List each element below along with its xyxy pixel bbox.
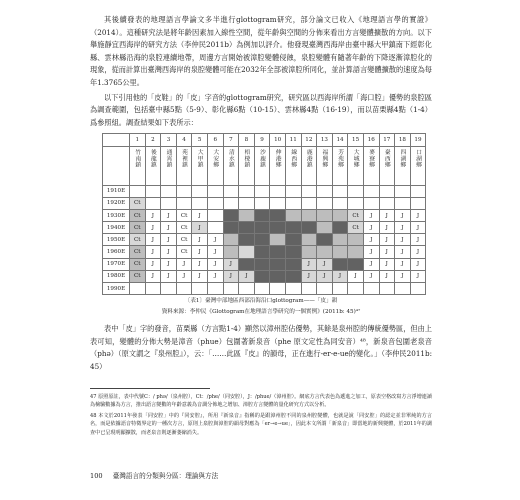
site-name-label: 通霄鎮 [164,148,171,168]
table-cell [301,197,317,209]
site-name [348,146,364,185]
site-number: 17 [379,134,395,146]
table-cell [161,185,177,197]
site-name-label: 伸港鄉 [274,148,281,168]
table-row [103,222,426,234]
decade-label: 1930E [103,209,130,221]
table-cell [176,185,192,197]
table-cell [348,246,364,258]
table-cell [285,234,301,246]
table-cell [270,234,286,246]
table-cell: J [192,270,208,282]
table-cell [176,283,192,295]
table-cell [285,258,301,270]
table-cell: J [207,258,223,270]
table-cell: J [145,209,161,221]
table-cell [285,222,301,234]
site-name [395,146,411,185]
site-name-label: 大甲鎮 [196,148,203,168]
table-cell [317,197,333,209]
table-cell [239,234,255,246]
site-name-label: 竹南鎮 [133,148,140,168]
decade-label: 1920E [103,197,130,209]
site-name [161,146,177,185]
table-cell: J [301,258,317,270]
site-name [176,146,192,185]
table-cell [270,258,286,270]
table-cell [223,246,239,258]
site-number: 3 [161,134,177,146]
site-name [239,146,255,185]
site-name-label: 梧棲鎮 [242,148,249,168]
table-row [103,270,426,282]
table-cell: J [161,258,177,270]
site-name [192,146,208,185]
table-cell [254,258,270,270]
table-cell [254,283,270,295]
site-name-label: 臺西鄉 [383,148,390,168]
book-title: 臺灣語言的分類與分區：理論與方法 [112,472,219,480]
site-number: 11 [285,134,301,146]
table-cell: J [379,209,395,221]
table-cell [207,283,223,295]
table-cell: J [145,270,161,282]
table-cell: Ct [176,222,192,234]
table-cell [332,222,348,234]
table-cell: J [379,270,395,282]
table-cell [207,209,223,221]
table-cell: Ct [130,197,146,209]
table-cell [395,185,411,197]
site-number: 12 [301,134,317,146]
site-name-label: 線西鄉 [289,148,296,168]
table-cell: J [395,258,411,270]
site-number: 1 [130,134,146,146]
table-cell [285,270,301,282]
table-cell [192,197,208,209]
decade-label: 1950E [103,234,130,246]
table-cell [317,283,333,295]
site-name-label: 四湖鄉 [398,148,405,168]
table-cell: Ct [348,209,364,221]
site-number: 2 [145,134,161,146]
table-cell: J [410,234,426,246]
table-cell: J [363,270,379,282]
table-cell: J [145,222,161,234]
table-cell [363,283,379,295]
table-cell [254,209,270,221]
table-cell [317,222,333,234]
site-name-label: 口湖鄉 [414,148,421,168]
table-cell: J [317,270,333,282]
table-cell [317,185,333,197]
site-name [379,146,395,185]
table-cell [317,246,333,258]
table-cell [332,283,348,295]
table-cell: J [207,270,223,282]
table-row [103,246,426,258]
site-name-label: 芳苑鄉 [336,148,343,168]
table-cell [254,185,270,197]
table-cell [161,197,177,209]
table-cell [301,222,317,234]
table-cell [239,258,255,270]
table-cell: J [239,270,255,282]
table-cell [348,258,364,270]
table-cell: J [363,246,379,258]
site-number: 6 [207,134,223,146]
table-cell: J [332,270,348,282]
table-cell: Ct [176,209,192,221]
table-cell [301,234,317,246]
table-cell [410,197,426,209]
page-content [90,14,432,440]
table-cell [410,283,426,295]
table-cell: J [176,258,192,270]
table-header-numbers [103,134,426,146]
site-name-label: 沙鹿鎮 [258,148,265,168]
table-cell: J [395,246,411,258]
table-cell [145,197,161,209]
table-cell [285,209,301,221]
table-cell: J [410,222,426,234]
table-row [103,209,426,221]
table-cell [363,185,379,197]
table-cell: J [363,258,379,270]
table-cell: J [379,222,395,234]
table-cell [332,234,348,246]
table-cell [395,283,411,295]
table-cell [270,185,286,197]
table-cell [332,197,348,209]
site-name [363,146,379,185]
table-cell [285,283,301,295]
table-caption-title: 〔表1〕臺灣中部地區西部沿海沿口glottogram——「皮」韻 [184,298,338,305]
table-cell: J [410,209,426,221]
table-cell [270,197,286,209]
site-number: 9 [254,134,270,146]
table-cell [207,197,223,209]
table-cell [239,283,255,295]
table-cell: J [207,246,223,258]
table-cell [348,185,364,197]
site-name-label: 福興鄉 [320,148,327,168]
site-number: 10 [270,134,286,146]
site-name [301,146,317,185]
table-cell [270,283,286,295]
table-cell [332,209,348,221]
table-cell: J [161,222,177,234]
paragraph-1: 其後續發表的地理語言學論文多半進行glottogram研究，部分論文已收入《地理語言學的實證》（2014）。這種研究法是將年齡因素加入線性空間，從年齡與空間的分佈來看出方言變體擴散的方向。以下舉施靜宜西海岸的研究方法（李仲民2011b）為例加以評介。他發現臺灣西海岸由臺中縣大甲鎮南下經彰化縣、雲林縣沿海的泉腔連續地帶，周邊方言開始被漳腔變體侵蝕，泉腔變體有隨著年齡的下降逐漸漳腔化的現象，從而計算出臺灣西海岸的泉腔變體可能在2032年全部被漳腔所同化，並計算語言變體擴散的速度為每年1.3765公里。 [90,15,432,87]
table-cell: J [192,258,208,270]
table-cell: J [192,234,208,246]
table-cell [270,246,286,258]
table-cell: J [145,246,161,258]
table-cell: J [410,246,426,258]
table-cell [410,185,426,197]
table-header-places [103,146,426,185]
table-cell [285,185,301,197]
site-name [207,146,223,185]
table-cell: J [379,258,395,270]
table-cell [192,283,208,295]
table-cell [270,222,286,234]
table-cell [285,246,301,258]
table-cell [145,283,161,295]
table-cell [207,185,223,197]
site-name-label: 麥寮鄉 [367,148,374,168]
decade-label: 1940E [103,222,130,234]
table-cell [301,209,317,221]
table-cell [301,185,317,197]
site-number: 16 [363,134,379,146]
table-cell: J [192,246,208,258]
page-number: 100 [90,472,103,480]
site-number: 7 [223,134,239,146]
table-cell: J [223,270,239,282]
table-cell: J [395,234,411,246]
footnote-48: 48 本文於2011年發表「同安腔」中的『同安腔』，所用『新泉音』指稱的是跟漳州腔不同的泉州腔變體，也就是說「同安腔」的認定並非單純的方言名，而是依據語音特徵界定的一種次方言，原則上泉腔與漳腔的韻母對應為「er→e→ue」，因此本文所謂「新泉音」即當地的新興變體，於2011年的調查中已呈現明顯擴散，而老泉音則逐漸萎縮消失。 [90,412,432,436]
table-cell: J [363,234,379,246]
site-name [145,146,161,185]
site-name [332,146,348,185]
site-name-label: 後龍鎮 [149,148,156,168]
table-cell [207,222,223,234]
table-row [103,197,426,209]
paragraph-3: 表中「皮」字的發音，苗栗縣（方言點1-4）顯然以漳州腔佔優勢，其餘是泉州腔的傳統優勢區，但由上表可知，變體的分佈大勢是漳音（phue）包圍著新泉音（phe 原文定性為同安音）⁴⁸，新泉音包圍老泉音（phə）（原文謂之『泉州腔』），云：「……此區『皮』的韻母，正在進行-er-e-ue的變化。」（李仲民2011b: 45） [90,324,432,371]
table-cell [348,283,364,295]
site-name-label: 鹿港鎮 [305,148,312,168]
footnote-47: 47 原照原註，表中代號C：/ phə/（泉州腔），Ct：/phe/（同安腔），J：/phue/（漳州腔）。網底方言代表色為遞進之加工，原表空格改寫方言淨增連讀為檢驗數據為方言，推出語言變數的年齡意義為音調分佈地之增加、漳腔方言變體的量化研究方式以分析。 [90,393,432,409]
table-cell: J [379,246,395,258]
table-caption-source: 資料來源：李仲民《Glottogram在地理語言學研究的一個實例》(2011b: 45)⁴⁷ [161,309,361,316]
table-cell [285,197,301,209]
site-name [254,146,270,185]
table-cell: Ct [176,246,192,258]
site-name [410,146,426,185]
table-cell [348,234,364,246]
table-cell: J [395,222,411,234]
paragraph-2: 以下引用他的「皮鞋」的「皮」字音的glottogram研究，研究區以西海岸所謂「海口腔」優勢的泉腔區為調查範圍，包括臺中縣5點（5-9）、彰化縣6點（10-15）、雲林縣4點（16-19），而以苗栗縣4點（1-4）爲參照組。調查結果如下表所示： [90,92,432,127]
table-cell: Ct [130,222,146,234]
table-cell: Ct [348,222,364,234]
table-cell [176,197,192,209]
table-cell [270,270,286,282]
site-number: 14 [332,134,348,146]
site-number: 5 [192,134,208,146]
table-cell [301,283,317,295]
site-number: 15 [348,134,364,146]
site-name-label: 苑裡鎮 [180,148,187,168]
site-name [223,146,239,185]
table-corner [103,146,130,185]
site-name-label: 清水鎮 [227,148,234,168]
table-cell: J [145,258,161,270]
table-cell: J [192,209,208,221]
table-cell [223,185,239,197]
table-cell [239,185,255,197]
table-cell [270,209,286,221]
table-cell [254,270,270,282]
table-cell [239,222,255,234]
table-cell: J [379,234,395,246]
table-cell: J [363,222,379,234]
table-cell [130,283,146,295]
table-cell: J [395,209,411,221]
table-cell [223,209,239,221]
table-cell [239,209,255,221]
table-cell [161,283,177,295]
table-cell [363,197,379,209]
table-cell: J [161,234,177,246]
table-cell [379,185,395,197]
table-cell [254,234,270,246]
table-row [103,258,426,270]
table-cell [317,234,333,246]
table-cell: J [301,270,317,282]
table-cell [254,246,270,258]
table-cell [130,185,146,197]
decade-label: 1910E [103,185,130,197]
table-row [103,234,426,246]
table-cell [223,234,239,246]
table-cell: J [348,270,364,282]
table-cell [395,197,411,209]
glottogram-table-wrap [102,133,432,295]
table-cell [379,283,395,295]
table-cell [239,197,255,209]
site-name [317,146,333,185]
site-name [270,146,286,185]
table-cell: Ct [130,209,146,221]
table-cell [254,222,270,234]
table-cell: Ct [130,258,146,270]
decade-label: 1990E [103,283,130,295]
site-name [130,146,146,185]
site-number: 8 [239,134,255,146]
site-number: 13 [317,134,333,146]
table-row [103,283,426,295]
table-cell [254,197,270,209]
table-cell [223,197,239,209]
table-row [103,185,426,197]
site-number: 18 [395,134,411,146]
table-cell: Ct [130,234,146,246]
decade-label: 1970E [103,258,130,270]
decade-label: 1980E [103,270,130,282]
table-cell [239,246,255,258]
table-cell [348,197,364,209]
table-cell [223,222,239,234]
site-name [285,146,301,185]
table-cell: J [145,234,161,246]
table-cell [332,246,348,258]
table-cell: J [192,222,208,234]
site-number: 4 [176,134,192,146]
site-name-label: 大城鄉 [352,148,359,168]
glottogram-table [102,133,426,295]
table-cell [317,209,333,221]
table-cell: J [363,209,379,221]
page-footer [90,470,226,480]
table-cell: J [161,270,177,282]
footnote-rule [90,388,210,389]
table-cell: Ct [130,246,146,258]
site-number: 19 [410,134,426,146]
decade-label: 1960E [103,246,130,258]
table-cell: J [410,258,426,270]
site-name-label: 大安鄉 [211,148,218,168]
table-cell [192,185,208,197]
table-cell: J [395,270,411,282]
table-cell: Ct [176,234,192,246]
table-cell: Ct [130,270,146,282]
table-cell [223,283,239,295]
table-cell [145,185,161,197]
table-cell: J [176,270,192,282]
table-cell [332,258,348,270]
table-cell [379,197,395,209]
table-cell: J [410,270,426,282]
table-cell [301,246,317,258]
table-cell: J [161,246,177,258]
table-cell: J [207,234,223,246]
table-cell: J [317,258,333,270]
table-cell: J [161,209,177,221]
table-cell: J [223,258,239,270]
table-cell [332,185,348,197]
table-corner [103,134,130,146]
